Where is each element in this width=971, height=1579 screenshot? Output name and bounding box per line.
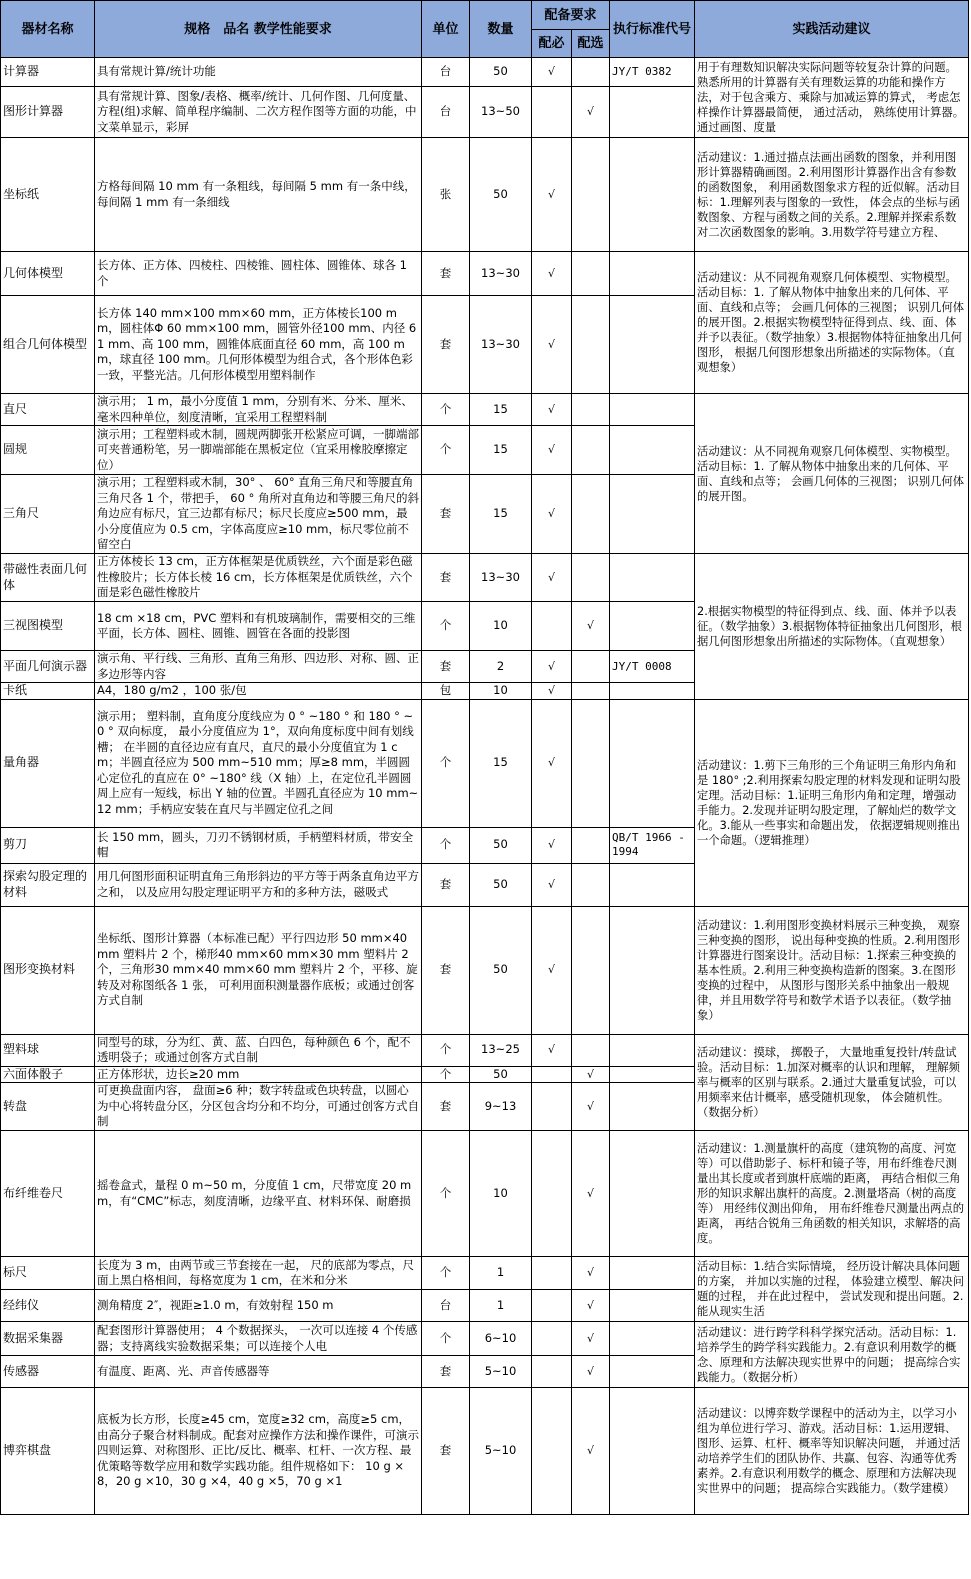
item-spec: 演示用；工程塑料或木制，圆规两脚张开松紧应可调，一脚端部可夹普通粉笔，另一脚端部能在黑板定位（宜采用橡胶摩擦定位） <box>95 426 422 475</box>
item-name: 探索勾股定理的材料 <box>1 863 95 906</box>
item-qty: 10 <box>470 602 532 651</box>
advice-cell: 2.根据实物模型的特征得到点、线、面、体并予以表征。（数学抽象）3.根据物体特征抽象出几何图形，根据几何图形想象出所描述的实际物体。（直观想象） <box>695 554 969 700</box>
item-standard <box>610 1356 695 1388</box>
optional-check <box>572 475 610 554</box>
item-standard <box>610 1322 695 1356</box>
table-row <box>1 906 969 1034</box>
item-unit: 包 <box>422 683 470 700</box>
item-unit: 个 <box>422 1322 470 1356</box>
optional-check <box>572 683 610 700</box>
item-spec: 可更换盘面内容， 盘面≥6 种；数字转盘或色块转盘，以圆心为中心将转盘分区，分区包含均分和不均分，可通过创客方式自制 <box>95 1083 422 1131</box>
item-unit: 台 <box>422 87 470 138</box>
advice-cell: 活动建议：以博弈数学课程中的活动为主，以学习小组为单位进行学习、游戏。活动目标：1.运用逻辑、图形、运算、杠杆、概率等知识解决问题， 并通过活动培养学生们的团队协作、共赢、包容、沟通等优秀素养。2.有意识利用数学的概念、原理和方法解决现实世界中的问题； 提高综合实践能力。（数学建模） <box>695 1388 969 1515</box>
item-spec: 坐标纸、图形计算器（本标准已配）平行四边形 50 mm×40 mm 塑料片 2 个，梯形40 mm×60 mm×30 mm 塑料片 2 个，三角形30 mm×40 mm×60 mm 塑料片 2 个，平移、旋转及对称图纸各 1 张， 可利用面积测量器作底板；或通过创客方式自制 <box>95 906 422 1034</box>
optional-check <box>572 138 610 252</box>
item-spec: 演示用； 1 m，最小分度值 1 mm，分别有米、分米、厘米、毫米四种单位，刻度清晰，宜采用工程塑料制 <box>95 394 422 426</box>
item-unit: 个 <box>422 1034 470 1066</box>
optional-check <box>572 58 610 87</box>
item-standard <box>610 699 695 827</box>
item-unit: 个 <box>422 426 470 475</box>
item-standard <box>610 138 695 252</box>
item-name: 塑料球 <box>1 1034 95 1066</box>
table-row <box>1 1257 969 1290</box>
item-standard <box>610 683 695 700</box>
table-row <box>1 1388 969 1515</box>
required-check <box>532 1356 572 1388</box>
table-row <box>1 252 969 296</box>
item-unit: 台 <box>422 1290 470 1322</box>
table-row <box>1 554 969 602</box>
item-unit: 套 <box>422 296 470 394</box>
item-unit: 套 <box>422 252 470 296</box>
advice-cell: 活动建议：1.通过描点法画出函数的图象，并利用图形计算器精确画图。2.利用图形计算器作出含有参数的函数图象， 利用函数图象求方程的近似解。活动目标：1.理解列表与图象的一致性， 体会点的坐标与函数图象、方程与函数之间的关系。2.理解并探索系数对二次函数图象的影响。3.用数学符号建立方程、 <box>695 138 969 252</box>
item-qty: 50 <box>470 1066 532 1083</box>
item-qty: 13~50 <box>470 87 532 138</box>
item-standard <box>610 394 695 426</box>
item-spec: 长 150 mm，圆头，刀刃不锈钢材质，手柄塑料材质，带安全帽 <box>95 827 422 863</box>
item-name: 剪刀 <box>1 827 95 863</box>
item-standard: QB/T 1966 - 1994 <box>610 827 695 863</box>
item-unit: 个 <box>422 602 470 651</box>
advice-cell: 活动建议：1.利用图形变换材料展示三种变换， 观察三种变换的图形， 说出每种变换的性质。2.利用图形计算器进行图案设计。活动目标：1.探索三种变换的基本性质。2.利用三种变换构造新的图案。3.在图形变换的过程中， 从图形与图形关系中抽象出一般规律，并且用数学符号和数学术语予以表征。（数学抽象） <box>695 906 969 1034</box>
item-unit: 个 <box>422 827 470 863</box>
item-name: 三角尺 <box>1 475 95 554</box>
item-standard: JY/T 0382 <box>610 58 695 87</box>
required-check: √ <box>532 296 572 394</box>
col-header-optional: 配选 <box>572 30 610 58</box>
item-spec: 摇卷盒式，量程 0 m~50 m，分度值 1 cm，尺带宽度 20 mm，有“CMC”标志，刻度清晰，边缘平直、材料环保、耐磨损 <box>95 1131 422 1257</box>
item-name: 量角器 <box>1 699 95 827</box>
item-spec: 测角精度 2″，视距≥1.0 m，有效射程 150 m <box>95 1290 422 1322</box>
item-qty: 50 <box>470 863 532 906</box>
item-spec: 同型号的球，分为红、黄、蓝、白四色，每种颜色 6 个，配不透明袋子；或通过创客方式自制 <box>95 1034 422 1066</box>
item-unit: 套 <box>422 863 470 906</box>
item-name: 卡纸 <box>1 683 95 700</box>
item-unit: 套 <box>422 554 470 602</box>
col-header-standard: 执行标准代号 <box>610 1 695 58</box>
item-standard <box>610 296 695 394</box>
item-spec: 演示角、平行线、三角形、直角三角形、四边形、对称、圆、正多边形等内容 <box>95 651 422 683</box>
required-check: √ <box>532 426 572 475</box>
item-qty: 1 <box>470 1290 532 1322</box>
item-name: 转盘 <box>1 1083 95 1131</box>
optional-check <box>572 252 610 296</box>
item-qty: 5~10 <box>470 1388 532 1515</box>
item-qty: 15 <box>470 475 532 554</box>
item-qty: 13~30 <box>470 554 532 602</box>
item-spec: 具有常规计算、图象/表格、概率/统计、几何作图、几何度量、方程(组)求解、简单程序编制、二次方程作图等方面的功能，中文菜单显示，彩屏 <box>95 87 422 138</box>
item-spec: 方格每间隔 10 mm 有一条粗线，每间隔 5 mm 有一条中线，每间隔 1 mm 有一条细线 <box>95 138 422 252</box>
item-standard <box>610 426 695 475</box>
item-spec: 配套图形计算器使用； 4 个数据探头， 一次可以连接 4 个传感器；支持离线实验数据采集；可以连接个人电 <box>95 1322 422 1356</box>
required-check <box>532 1257 572 1290</box>
item-qty: 50 <box>470 138 532 252</box>
item-standard <box>610 87 695 138</box>
item-unit: 套 <box>422 1388 470 1515</box>
table-row <box>1 394 969 426</box>
col-header-spec: 规格 品名 教学性能要求 <box>95 1 422 58</box>
item-standard <box>610 1388 695 1515</box>
item-qty: 13~25 <box>470 1034 532 1066</box>
item-name: 布纤维卷尺 <box>1 1131 95 1257</box>
required-check <box>532 602 572 651</box>
required-check <box>532 1388 572 1515</box>
item-spec: 具有常规计算/统计功能 <box>95 58 422 87</box>
optional-check <box>572 827 610 863</box>
optional-check <box>572 906 610 1034</box>
item-qty: 13~30 <box>470 296 532 394</box>
item-qty: 15 <box>470 699 532 827</box>
table-row <box>1 1131 969 1257</box>
item-name: 图形变换材料 <box>1 906 95 1034</box>
item-name: 坐标纸 <box>1 138 95 252</box>
item-standard <box>610 1131 695 1257</box>
item-name: 带磁性表面几何体 <box>1 554 95 602</box>
item-qty: 15 <box>470 426 532 475</box>
item-name: 直尺 <box>1 394 95 426</box>
item-unit: 套 <box>422 1083 470 1131</box>
item-qty: 10 <box>470 683 532 700</box>
required-check: √ <box>532 683 572 700</box>
col-header-requirement: 配备要求 <box>532 1 610 30</box>
item-name: 组合几何体模型 <box>1 296 95 394</box>
optional-check: √ <box>572 1388 610 1515</box>
required-check: √ <box>532 554 572 602</box>
item-standard <box>610 554 695 602</box>
optional-check: √ <box>572 1257 610 1290</box>
optional-check <box>572 1034 610 1066</box>
table-row <box>1 699 969 827</box>
item-standard <box>610 1257 695 1290</box>
item-unit: 张 <box>422 138 470 252</box>
advice-cell: 活动建议：1.剪下三角形的三个角证明三角形内角和是 180° ;2.利用探索勾股定理的材料发现和证明勾股定理。活动目标：1.证明三角形内角和定理，增强动手能力。2.发现并证明勾股定理，了解灿烂的数学文化。3.能从一些事实和命题出发， 依据逻辑规则推出一个命题。（逻辑推理） <box>695 699 969 906</box>
item-standard <box>610 1034 695 1066</box>
optional-check <box>572 426 610 475</box>
col-header-required: 配必 <box>532 30 572 58</box>
required-check <box>532 1066 572 1083</box>
required-check <box>532 1131 572 1257</box>
item-qty: 50 <box>470 58 532 87</box>
item-name: 图形计算器 <box>1 87 95 138</box>
item-spec: 演示用；工程塑料或木制，30° 、 60° 直角三角尺和等腰直角三角尺各 1 个，带把手， 60 ° 角所对直角边和等腰三角尺的斜角边应有标尺，宜三边都有标尺；标尺长度应≥500 mm，最小分度值应为 0.5 cm，字体高度应≥10 mm，标尺零位前不留空白 <box>95 475 422 554</box>
optional-check <box>572 863 610 906</box>
item-standard <box>610 1066 695 1083</box>
item-unit: 个 <box>422 1257 470 1290</box>
item-spec: 正方体形状，边长≥20 mm <box>95 1066 422 1083</box>
item-qty: 50 <box>470 827 532 863</box>
required-check <box>532 87 572 138</box>
item-spec: 18 cm ×18 cm，PVC 塑料和有机玻璃制作，需要相交的三维平面，长方体、圆柱、圆锥、圆管在各面的投影图 <box>95 602 422 651</box>
item-unit: 套 <box>422 1356 470 1388</box>
required-check: √ <box>532 827 572 863</box>
advice-cell: 活动建议：1.测量旗杆的高度（建筑物的高度、河宽等）可以借助影子、标杆和镜子等，用布纤维卷尺测量出其长度或者到旗杆底端的距离， 再结合相似三角形的知识求解出旗杆的高度。2.测量塔高（树的高度等） 用经纬仪测出仰角， 用布纤维卷尺测量出两点的距离， 再结合锐角三角函数的相关知识，求解塔的高度。 <box>695 1131 969 1257</box>
required-check: √ <box>532 394 572 426</box>
item-spec: 长方体 140 mm×100 mm×60 mm，正方体棱长100 mm，圆柱体Φ 60 mm×100 mm，圆管外径100 mm、内径 61 mm、高 100 mm，圆锥体底面直径 60 mm，高 100 mm，球直径 100 mm。几何形体模型为组合式，各个形体色彩一致，平整光洁。几何形体模型用塑料制作 <box>95 296 422 394</box>
item-name: 传感器 <box>1 1356 95 1388</box>
item-name: 计算器 <box>1 58 95 87</box>
item-standard <box>610 252 695 296</box>
item-qty: 13~30 <box>470 252 532 296</box>
item-qty: 1 <box>470 1257 532 1290</box>
col-header-unit: 单位 <box>422 1 470 58</box>
required-check <box>532 1322 572 1356</box>
item-standard <box>610 1083 695 1131</box>
item-unit: 台 <box>422 58 470 87</box>
item-unit: 个 <box>422 699 470 827</box>
item-name: 经纬仪 <box>1 1290 95 1322</box>
item-name: 三视图模型 <box>1 602 95 651</box>
required-check: √ <box>532 1034 572 1066</box>
required-check: √ <box>532 475 572 554</box>
optional-check: √ <box>572 1290 610 1322</box>
optional-check <box>572 554 610 602</box>
item-name: 标尺 <box>1 1257 95 1290</box>
item-spec: 长度为 3 m，由两节或三节套接在一起， 尺的底部为零点，尺面上黑白格相间，每格宽度为 1 cm，在米和分米 <box>95 1257 422 1290</box>
item-qty: 5~10 <box>470 1356 532 1388</box>
col-header-name: 器材名称 <box>1 1 95 58</box>
table-row <box>1 58 969 87</box>
item-name: 平面几何演示器 <box>1 651 95 683</box>
advice-cell: 用于有理数知识解决实际问题等较复杂计算的问题。熟悉所用的计算器有关有理数运算的功能和操作方法，对于包含乘方、乘除与加减运算的算式， 考虑怎样操作计算器最简便， 通过活动， 熟练使用计算器。 通过画图、度量 <box>695 58 969 138</box>
optional-check <box>572 699 610 827</box>
optional-check <box>572 394 610 426</box>
item-spec: 正方体棱长 13 cm，正方体框架是优质铁丝，六个面是彩色磁性橡胶片；长方体长棱 16 cm，长方体框架是优质铁丝，六个面是彩色磁性橡胶片 <box>95 554 422 602</box>
item-qty: 6~10 <box>470 1322 532 1356</box>
required-check: √ <box>532 252 572 296</box>
col-header-qty: 数量 <box>470 1 532 58</box>
optional-check: √ <box>572 1131 610 1257</box>
advice-cell: 活动目标：1.结合实际情境， 经历设计解决具体问题的方案， 并加以实施的过程， 体验建立模型、解决问题的过程， 并在此过程中， 尝试发现和提出问题。2.能从现实生活 <box>695 1257 969 1322</box>
item-unit: 套 <box>422 906 470 1034</box>
item-standard <box>610 602 695 651</box>
optional-check: √ <box>572 1322 610 1356</box>
required-check: √ <box>532 138 572 252</box>
item-name: 博弈棋盘 <box>1 1388 95 1515</box>
item-standard <box>610 906 695 1034</box>
optional-check <box>572 651 610 683</box>
item-standard <box>610 1290 695 1322</box>
item-qty: 50 <box>470 906 532 1034</box>
item-qty: 9~13 <box>470 1083 532 1131</box>
required-check <box>532 1290 572 1322</box>
table-row <box>1 1034 969 1066</box>
header-row <box>1 1 969 30</box>
item-name: 数据采集器 <box>1 1322 95 1356</box>
optional-check <box>572 296 610 394</box>
optional-check: √ <box>572 1083 610 1131</box>
item-unit: 个 <box>422 394 470 426</box>
optional-check: √ <box>572 1356 610 1388</box>
item-spec: 底板为长方形，长度≥45 cm，宽度≥32 cm，高度≥5 cm，由高分子聚合材料制成。配套对应操作方法和操作课件，可演示四则运算、对称图形、正比/反比、概率、杠杆、一次方程、最优策略等数学应用和数学实践功能。组件规格如下： 10 g ×8，20 g ×10，30 g ×4，40 g ×5，70 g ×1 <box>95 1388 422 1515</box>
advice-cell: 活动建议：从不同视角观察几何体模型、实物模型。活动目标：1. 了解从物体中抽象出来的几何体、平面、直线和点等； 会画几何体的三视图； 识别几何体的展开图。 <box>695 394 969 554</box>
item-qty: 2 <box>470 651 532 683</box>
optional-check: √ <box>572 87 610 138</box>
col-header-advice: 实践活动建议 <box>695 1 969 58</box>
item-qty: 10 <box>470 1131 532 1257</box>
advice-cell: 活动建议：进行跨学科科学探究活动。活动目标：1.培养学生的跨学科实践能力。2.有意识利用数学的概念、原理和方法解决现实世界中的问题； 提高综合实践能力。（数据分析） <box>695 1322 969 1388</box>
required-check <box>532 1083 572 1131</box>
required-check: √ <box>532 58 572 87</box>
item-spec: 有温度、距离、光、声音传感器等 <box>95 1356 422 1388</box>
item-spec: A4，180 g/m2 ，100 张/包 <box>95 683 422 700</box>
table-row <box>1 138 969 252</box>
item-unit: 套 <box>422 475 470 554</box>
required-check: √ <box>532 906 572 1034</box>
item-unit: 套 <box>422 651 470 683</box>
item-name: 六面体骰子 <box>1 1066 95 1083</box>
item-standard: JY/T 0008 <box>610 651 695 683</box>
item-name: 圆规 <box>1 426 95 475</box>
optional-check: √ <box>572 1066 610 1083</box>
item-spec: 演示用； 塑料制，直角度分度线应为 0 ° ~180 ° 和 180 ° ~0 ° 双向标度， 最小分度值应为 1°，双向角度标度中间有划线槽； 在半圆的直径边应有直尺，直尺的最小分度值宜为 1 cm；半圆直径应为 500 mm~510 mm；厚≥8 mm，半圆圆心定位孔的直应在 0° ~180° 线（X 轴）上，在定位孔半圆圆周上应有一短线，标出 Y 轴的位置。半圆孔直径应为 10 mm~12 mm；手柄应安装在直尺与半圆定位孔之间 <box>95 699 422 827</box>
item-spec: 长方体、正方体、四棱柱、四棱锥、圆柱体、圆锥体、球各 1 个 <box>95 252 422 296</box>
advice-cell: 活动建议：从不同视角观察几何体模型、实物模型。活动目标：1. 了解从物体中抽象出来的几何体、平面、直线和点等； 会画几何体的三视图； 识别几何体的展开图。2.根据实物模型特征得到点、线、面、体并予以表征。（数学抽象）3.根据物体特征抽象出几何图形， 根据几何图形想象出所描述的实际物体。（直观想象） <box>695 252 969 394</box>
required-check: √ <box>532 699 572 827</box>
item-unit: 个 <box>422 1131 470 1257</box>
item-spec: 用几何图形面积证明直角三角形斜边的平方等于两条直角边平方之和， 以及应用勾股定理证明平方和的多种方法，磁吸式 <box>95 863 422 906</box>
required-check: √ <box>532 651 572 683</box>
item-qty: 15 <box>470 394 532 426</box>
item-name: 几何体模型 <box>1 252 95 296</box>
optional-check: √ <box>572 602 610 651</box>
table-row <box>1 1322 969 1356</box>
item-standard <box>610 863 695 906</box>
required-check: √ <box>532 863 572 906</box>
item-standard <box>610 475 695 554</box>
item-unit: 个 <box>422 1066 470 1083</box>
advice-cell: 活动建议：摸球， 掷骰子， 大量地重复投针/转盘试验。活动目标：1.加深对概率的认识和理解， 理解频率与概率的区别与联系。2.通过大量重复试验，可以用频率来估计概率，感受随机现象， 体会随机性。（数据分析） <box>695 1034 969 1131</box>
